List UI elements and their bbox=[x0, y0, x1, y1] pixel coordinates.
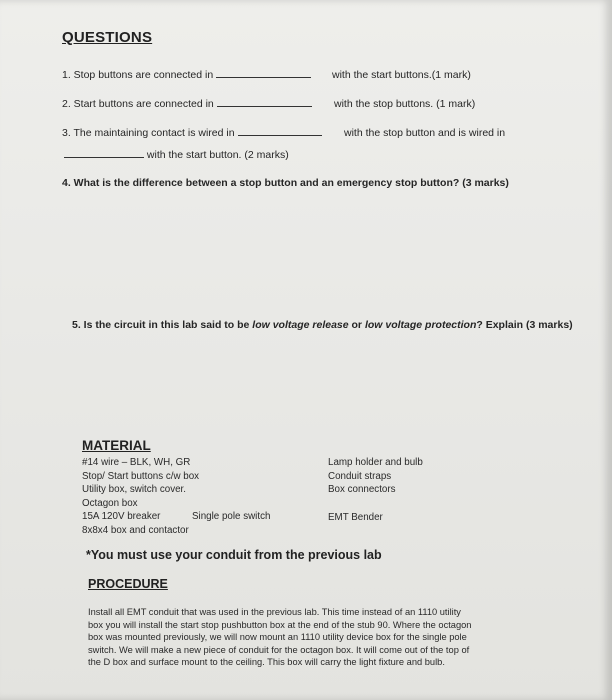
procedure-line: box was mounted previously, we will now mount an 1110 utility device box for the single pole bbox=[88, 632, 467, 642]
material-item-emt-bender: EMT Bender bbox=[328, 512, 383, 523]
material-heading: MATERIAL bbox=[82, 438, 151, 453]
question-5-term-2: low voltage protection bbox=[364, 319, 477, 331]
procedure-paragraph bbox=[88, 606, 558, 669]
question-3-line-2 bbox=[64, 149, 289, 161]
material-item: Stop/ Start buttons c/w box bbox=[82, 470, 200, 482]
procedure-line: Install all EMT conduit that was used in the previous lab. This time instead of an 1110 utility bbox=[88, 607, 461, 617]
material-item: Lamp holder and bulb bbox=[328, 457, 423, 468]
question-1-blank bbox=[216, 77, 311, 78]
question-2 bbox=[62, 98, 312, 110]
material-item: Utility box, switch cover. bbox=[82, 484, 186, 495]
material-item: Conduit straps bbox=[328, 470, 392, 482]
page-title: QUESTIONS bbox=[62, 29, 153, 46]
material-item-single-pole: Single pole switch bbox=[192, 511, 271, 522]
question-5-prefix: 5. Is the circuit in this lab said to be bbox=[72, 319, 253, 331]
procedure-line: switch. We will make a new piece of conduit for the octagon box. It will come out of the top of bbox=[88, 644, 470, 655]
question-2-blank bbox=[217, 106, 312, 107]
question-5-mid: or bbox=[348, 319, 365, 331]
question-1-text-before: 1. Stop buttons are connected in bbox=[62, 69, 214, 81]
question-5 bbox=[72, 319, 573, 331]
question-3-text-before: 3. The maintaining contact is wired in bbox=[62, 127, 235, 139]
conduit-note: *You must use your conduit from the previous lab bbox=[86, 548, 382, 562]
question-1 bbox=[62, 69, 311, 81]
question-3-blank-1 bbox=[238, 135, 322, 136]
material-item: 8x8x4 box and contactor bbox=[82, 524, 189, 536]
material-item: 15A 120V breaker bbox=[82, 511, 161, 522]
question-2-text-before: 2. Start buttons are connected in bbox=[62, 98, 214, 110]
question-1-text-after: with the start buttons.(1 mark) bbox=[332, 69, 471, 81]
question-5-term-1: low voltage release bbox=[252, 319, 349, 331]
question-5-suffix: ? Explain (3 marks) bbox=[476, 319, 573, 331]
material-item: Octagon box bbox=[82, 497, 138, 509]
material-item: Box connectors bbox=[328, 484, 396, 495]
procedure-line: box you will install the start stop pushbutton box at the end of the stub 90. Where the octagon bbox=[88, 619, 472, 630]
procedure-line: the D box and surface mount to the ceiling. This box will carry the light fixture and bulb. bbox=[88, 657, 445, 667]
question-3 bbox=[62, 127, 322, 139]
question-3-blank-2 bbox=[64, 157, 144, 158]
question-2-text-after: with the stop buttons. (1 mark) bbox=[334, 98, 476, 110]
procedure-heading: PROCEDURE bbox=[88, 577, 168, 591]
material-list-right bbox=[328, 456, 423, 497]
question-4: 4. What is the difference between a stop button and an emergency stop button? (3 marks) bbox=[62, 177, 509, 189]
material-list-left bbox=[82, 456, 199, 537]
question-3-text-after: with the stop button and is wired in bbox=[344, 127, 506, 139]
material-item: #14 wire – BLK, WH, GR bbox=[82, 457, 191, 468]
question-3-text-line2: with the start button. (2 marks) bbox=[146, 149, 289, 161]
